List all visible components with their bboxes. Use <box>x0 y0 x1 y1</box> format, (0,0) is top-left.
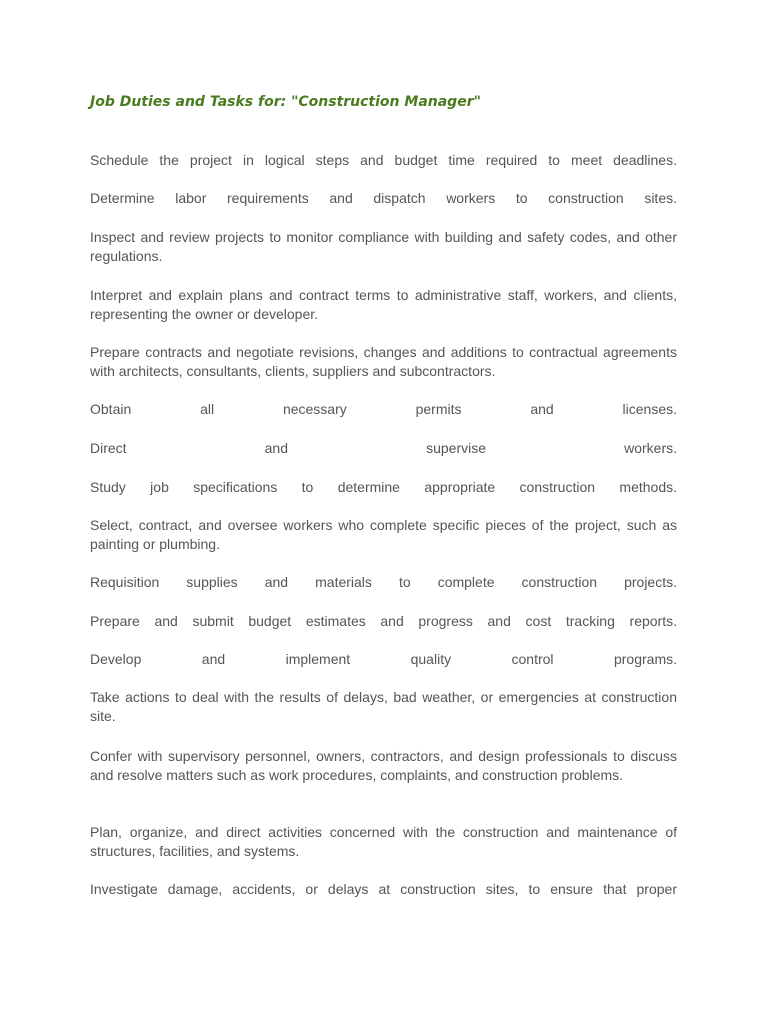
task-item: Plan, organize, and direct activities concerned with the construction and maintenance of structures, facilities, and systems. <box>90 824 677 860</box>
task-item: Direct and supervise workers. <box>90 440 677 456</box>
task-item: Investigate damage, accidents, or delays at construction sites, to ensure that proper <box>90 881 677 897</box>
task-item: Schedule the project in logical steps and budget time required to meet deadlines. <box>90 152 677 168</box>
task-item: Inspect and review projects to monitor compliance with building and safety codes, and other regulations. <box>90 229 677 265</box>
task-item: Confer with supervisory personnel, owners, contractors, and design professionals to discuss and resolve matters such as work procedures, complaints, and construction problems. <box>90 748 677 784</box>
task-item: Obtain all necessary permits and licenses. <box>90 401 677 417</box>
task-item: Requisition supplies and materials to complete construction projects. <box>90 574 677 590</box>
task-item: Prepare and submit budget estimates and progress and cost tracking reports. <box>90 613 677 629</box>
task-item: Prepare contracts and negotiate revisions, changes and additions to contractual agreements with architects, consultants, clients, suppliers and subcontractors. <box>90 344 677 380</box>
task-item: Take actions to deal with the results of delays, bad weather, or emergencies at construction site. <box>90 689 677 725</box>
document-title: Job Duties and Tasks for: "Construction Manager" <box>90 94 481 110</box>
task-item: Study job specifications to determine appropriate construction methods. <box>90 479 677 495</box>
task-item: Develop and implement quality control programs. <box>90 651 677 667</box>
task-item: Determine labor requirements and dispatch workers to construction sites. <box>90 190 677 206</box>
task-item: Select, contract, and oversee workers who complete specific pieces of the project, such as painting or plumbing. <box>90 517 677 553</box>
task-item: Interpret and explain plans and contract terms to administrative staff, workers, and clients, representing the owner or developer. <box>90 287 677 323</box>
